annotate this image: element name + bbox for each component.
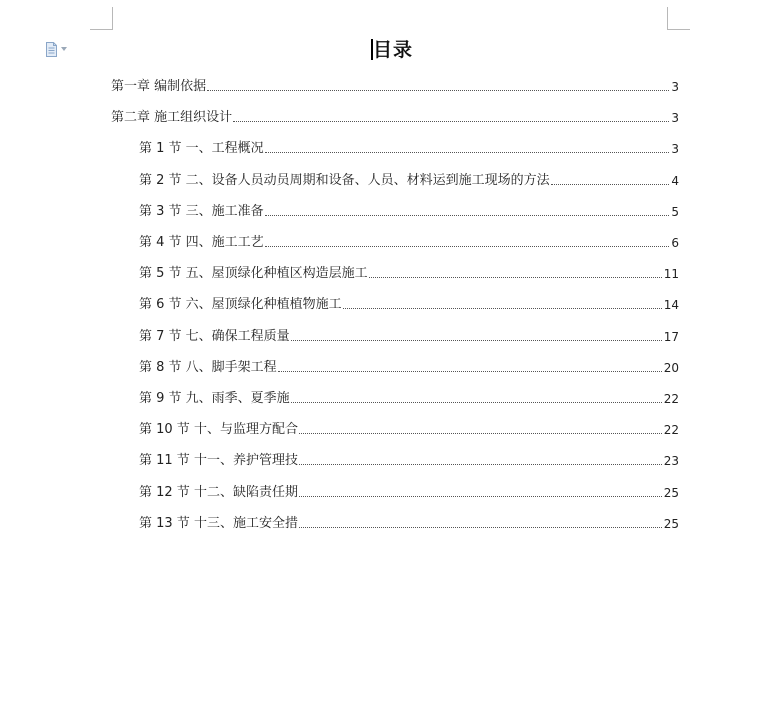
page-margin-corner-left — [90, 7, 113, 30]
toc-entry[interactable] — [111, 110, 679, 126]
triangle-down-icon — [61, 47, 67, 51]
toc-entry-label: 第 5 节 五、屋顶绿化种植区构造层施工 — [139, 266, 368, 281]
toc-page-number: 22 — [663, 392, 679, 406]
paragraph-options-button[interactable] — [45, 41, 73, 57]
toc-entry-label: 第 8 节 八、脚手架工程 — [139, 360, 277, 375]
toc-page-number: 22 — [663, 423, 679, 437]
toc-dot-leader — [299, 496, 662, 497]
toc-dot-leader — [299, 433, 662, 434]
toc-dot-leader — [299, 464, 662, 465]
toc-entry[interactable] — [139, 141, 679, 157]
toc-entry[interactable] — [139, 391, 679, 407]
toc-dot-leader — [265, 246, 670, 247]
toc-entry[interactable] — [139, 297, 679, 313]
toc-page-number: 3 — [671, 80, 679, 94]
toc-page-number: 11 — [663, 267, 679, 281]
page-title[interactable]: 目录 — [373, 39, 414, 61]
toc-entry[interactable] — [139, 485, 679, 501]
toc-page-number: 3 — [671, 142, 679, 156]
document-icon — [45, 42, 58, 57]
toc-page-number: 4 — [671, 174, 679, 188]
toc-dot-leader — [551, 184, 670, 185]
toc-page-number: 25 — [663, 486, 679, 500]
toc-entry[interactable] — [139, 266, 679, 282]
toc-entry-label: 第 9 节 九、雨季、夏季施 — [139, 391, 290, 406]
toc-dot-leader — [278, 371, 662, 372]
toc-page-number: 25 — [663, 517, 679, 531]
toc-entry-label: 第 6 节 六、屋顶绿化种植植物施工 — [139, 297, 342, 312]
toc-entry-label: 第 11 节 十一、养护管理技 — [139, 453, 298, 468]
toc-page-number: 23 — [663, 454, 679, 468]
toc-dot-leader — [299, 527, 662, 528]
toc-page-number: 6 — [671, 236, 679, 250]
toc-dot-leader — [369, 277, 662, 278]
toc-dot-leader — [265, 215, 670, 216]
page-margin-corner-right — [667, 7, 690, 30]
toc-dot-leader — [291, 402, 662, 403]
toc-entry-label: 第 13 节 十三、施工安全措 — [139, 516, 298, 531]
toc-entry[interactable] — [139, 235, 679, 251]
toc-entry-label: 第 10 节 十、与监理方配合 — [139, 422, 298, 437]
toc-entry-label: 第 12 节 十二、缺陷责任期 — [139, 485, 298, 500]
toc-entry[interactable] — [139, 204, 679, 220]
toc-entry-label: 第一章 编制依据 — [111, 79, 207, 94]
toc-entry-label: 第 4 节 四、施工工艺 — [139, 235, 264, 250]
toc-page-number: 20 — [663, 361, 679, 375]
toc-dot-leader — [265, 152, 670, 153]
toc-page-number: 3 — [671, 111, 679, 125]
toc-dot-leader — [343, 308, 662, 309]
toc-entry-label: 第 7 节 七、确保工程质量 — [139, 329, 290, 344]
toc-entry[interactable] — [139, 360, 679, 376]
toc-entry-label: 第 1 节 一、工程概况 — [139, 141, 264, 156]
toc-entry-label: 第 2 节 二、设备人员动员周期和设备、人员、材料运到施工现场的方法 — [139, 173, 550, 188]
toc-page-number: 5 — [671, 205, 679, 219]
toc-page-number: 17 — [663, 330, 679, 344]
toc-entry[interactable] — [111, 79, 679, 95]
toc-entry-label: 第 3 节 三、施工准备 — [139, 204, 264, 219]
toc-entry-label: 第二章 施工组织设计 — [111, 110, 233, 125]
toc-entry[interactable] — [139, 329, 679, 345]
toc-dot-leader — [207, 90, 669, 91]
toc-entry[interactable] — [139, 173, 679, 189]
toc-dot-leader — [233, 121, 669, 122]
toc-dot-leader — [291, 340, 662, 341]
toc-entry[interactable] — [139, 516, 679, 532]
toc-entry[interactable] — [139, 422, 679, 438]
toc-page-number: 14 — [663, 298, 679, 312]
toc-entry[interactable] — [139, 453, 679, 469]
